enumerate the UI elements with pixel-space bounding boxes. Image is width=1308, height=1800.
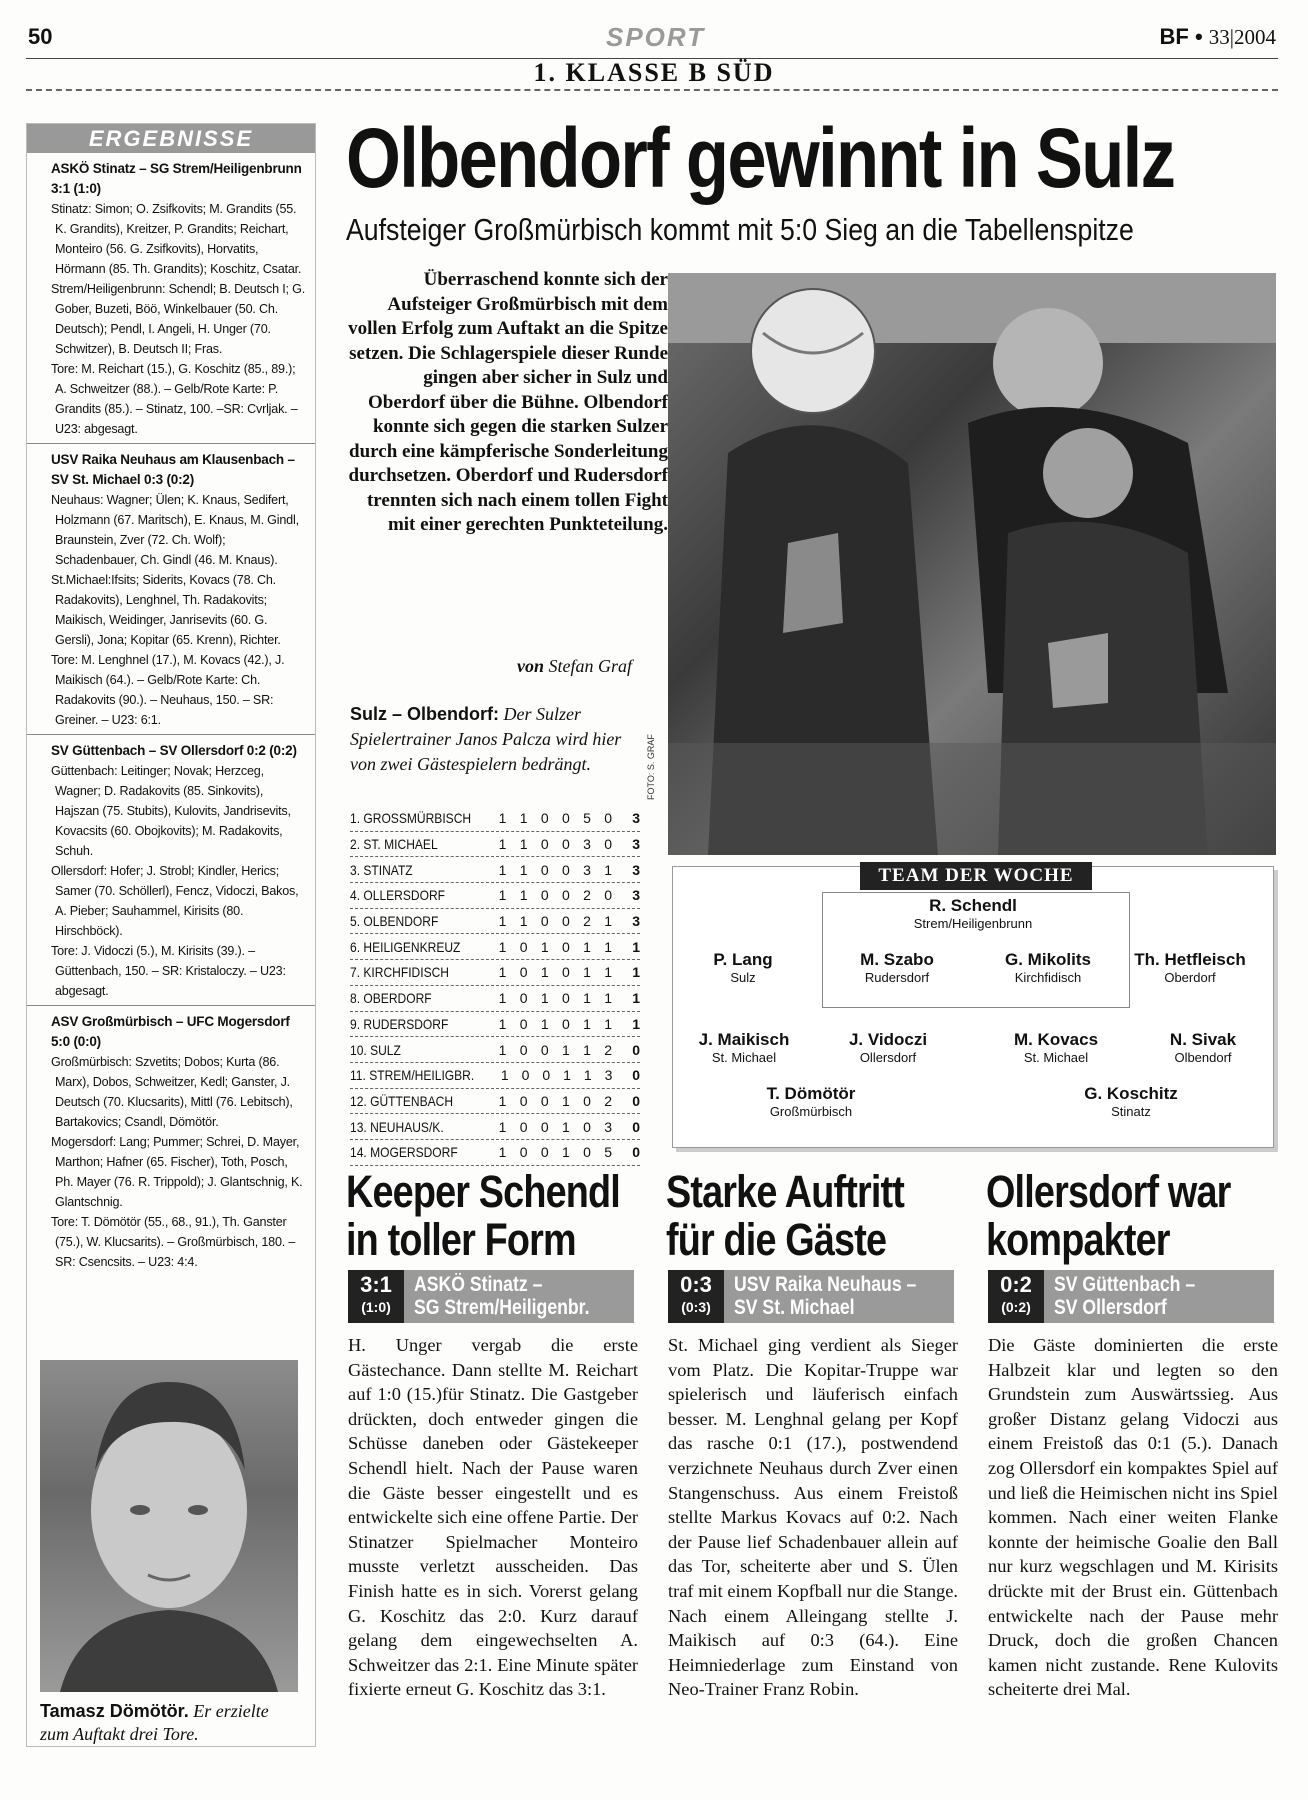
goals-for: 1 xyxy=(583,964,591,981)
wins: 1 xyxy=(519,836,528,853)
publication-name: BF xyxy=(1159,24,1189,49)
report-headline xyxy=(666,1168,904,1264)
player-club: St. Michael xyxy=(711,1050,777,1065)
match-title: ASV Großmürbisch – UFC Mogersdorf 5:0 (0:0) xyxy=(51,1014,290,1049)
losses: 0 xyxy=(561,836,570,853)
wins: 0 xyxy=(519,1118,528,1135)
report-headline-line1: Starke Auftritt xyxy=(666,1166,905,1217)
losses: 0 xyxy=(561,938,570,955)
goals-against: 5 xyxy=(604,1144,612,1161)
match-goals: Tore: M. Lenghnel (17.), M. Kovacs (42.), J. Maikisch (64.). – Gelb/Rote Karte: Ch. Radakovits (90.). – Neuhaus, 150. – SR: Greiner. – U23: 6:1. xyxy=(51,653,285,727)
team-name: 2. ST. MICHAEL xyxy=(350,836,438,853)
player-club: Olbendorf xyxy=(1174,1050,1232,1065)
draws: 0 xyxy=(540,887,549,904)
games: 1 xyxy=(498,887,507,904)
issue-number: 33|2004 xyxy=(1208,25,1276,49)
games: 1 xyxy=(498,913,507,930)
dashed-rule xyxy=(26,89,1278,91)
player-club: Kirchfidisch xyxy=(1014,970,1082,985)
table-row xyxy=(350,986,640,1012)
team-name: 1. GROSSMÜRBISCH xyxy=(350,810,472,827)
points: 3 xyxy=(632,810,640,827)
games: 1 xyxy=(498,836,507,853)
player-club: Sulz xyxy=(730,970,756,985)
games: 1 xyxy=(500,1067,509,1084)
table-row xyxy=(350,934,640,960)
draws: 0 xyxy=(540,861,549,878)
player-card xyxy=(663,950,823,985)
subheadline: Aufsteiger Großmürbisch kommt mit 5:0 Sieg an die Tabellenspitze xyxy=(346,212,1134,247)
goals-against: 1 xyxy=(604,990,612,1007)
goals-for: 1 xyxy=(583,938,591,955)
table-row xyxy=(350,806,640,832)
match-title: USV Raika Neuhaus am Klausenbach – SV St. Michael 0:3 (0:2) xyxy=(51,452,295,487)
lineup-away: Ollersdorf: Hofer; J. Strobl; Kindler, Herics; Samer (70. Schöllerl), Fencz, Vidoczi, Bakos, A. Pieber; Sauhammel, Kirisits (80. Hirschböck). xyxy=(51,864,299,938)
wins: 0 xyxy=(519,1041,528,1058)
match-teams xyxy=(734,1273,916,1319)
home-team: USV Raika Neuhaus – xyxy=(734,1273,917,1296)
wins: 0 xyxy=(519,1092,528,1109)
draws: 1 xyxy=(540,964,549,981)
player-card xyxy=(1110,950,1270,985)
draws: 0 xyxy=(540,836,549,853)
player-name: J. Maikisch xyxy=(698,1030,790,1049)
report-headline xyxy=(346,1168,620,1264)
report-headline-line2: für die Gäste xyxy=(666,1214,887,1265)
player-card xyxy=(893,896,1053,931)
points: 0 xyxy=(632,1092,640,1109)
report-headline-line1: Keeper Schendl xyxy=(346,1166,620,1217)
player-name: M. Kovacs xyxy=(1013,1030,1099,1049)
byline xyxy=(342,656,632,677)
games: 1 xyxy=(498,990,507,1007)
team-name: 9. RUDERSDORF xyxy=(350,1015,449,1032)
player-name: Th. Hetfleisch xyxy=(1134,950,1246,969)
losses: 0 xyxy=(561,964,570,981)
match-teams xyxy=(414,1273,589,1319)
results-title: ERGEBNISSE xyxy=(27,124,315,153)
score-bar xyxy=(668,1270,954,1323)
goals-against: 1 xyxy=(604,1015,612,1032)
player-name: R. Schendl xyxy=(929,896,1017,915)
score-box xyxy=(668,1270,724,1323)
draws: 0 xyxy=(540,913,549,930)
match-result xyxy=(27,1006,315,1276)
table-row xyxy=(350,857,640,883)
goals-for: 1 xyxy=(583,990,591,1007)
player-club: Oberdorf xyxy=(1164,970,1216,985)
match-goals: Tore: J. Vidoczi (5.), M. Kirisits (39.). – Güttenbach, 150. – SR: Kristaloczy. – U23: abgesagt. xyxy=(51,944,286,998)
away-team: SG Strem/Heiligenbr. xyxy=(414,1296,590,1319)
team-name: 7. KIRCHFIDISCH xyxy=(350,964,450,981)
standings-table xyxy=(350,806,640,1166)
player-club: Rudersdorf xyxy=(864,970,930,985)
match-goals: Tore: T. Dömötör (55., 68., 91.), Th. Ganster (75.), W. Klucsarits). – Großmürbisch, 180. – SR: Csencsits. – U23: 4:4. xyxy=(51,1215,296,1269)
losses: 0 xyxy=(561,1015,570,1032)
draws: 1 xyxy=(540,938,549,955)
points: 0 xyxy=(632,1144,640,1161)
wins: 0 xyxy=(519,990,528,1007)
wins: 0 xyxy=(519,1015,528,1032)
photo-caption xyxy=(350,702,650,777)
player-card xyxy=(1051,1084,1211,1119)
player-card xyxy=(817,950,977,985)
photo-credit: FOTO: S. GRAF xyxy=(646,734,656,800)
match-teams xyxy=(1054,1273,1195,1319)
score-box xyxy=(348,1270,404,1323)
wins: 0 xyxy=(519,1144,528,1161)
losses: 0 xyxy=(561,913,570,930)
photo-caption-text: Der Sulzer Spielertrainer Janos Palcza wird hier von zwei Gästespielern bedrängt. xyxy=(350,704,622,774)
games: 1 xyxy=(498,1092,507,1109)
points: 3 xyxy=(632,887,640,904)
games: 1 xyxy=(498,1144,507,1161)
points: 1 xyxy=(632,938,640,955)
table-row xyxy=(350,1037,640,1063)
wins: 0 xyxy=(519,938,528,955)
player-name: J. Vidoczi xyxy=(848,1030,928,1049)
goals-against: 1 xyxy=(604,964,612,981)
player-name: G. Mikolits xyxy=(1005,950,1091,969)
player-card xyxy=(664,1030,824,1065)
home-team: SV Güttenbach – xyxy=(1054,1273,1196,1296)
games: 1 xyxy=(498,1118,507,1135)
wins: 0 xyxy=(519,964,528,981)
losses: 1 xyxy=(561,1092,570,1109)
portrait-caption xyxy=(40,1700,298,1746)
wins: 1 xyxy=(519,887,528,904)
lineup-away: Strem/Heiligenbrunn: Schendl; B. Deutsch I; G. Gober, Buzeti, Böö, Winkelbauer (50. Ch. Deutsch); Pendl, I. Angeli, H. Unger (70. Schwitzer), B. Deutsch II; Fras. xyxy=(51,282,305,356)
games: 1 xyxy=(498,810,507,827)
table-row xyxy=(350,1114,640,1140)
player-name: P. Lang xyxy=(713,950,773,969)
goals-against: 1 xyxy=(604,938,612,955)
player-club: Großmürbisch xyxy=(769,1104,853,1119)
goals-for: 5 xyxy=(583,810,591,827)
losses: 0 xyxy=(561,861,570,878)
main-headline: Olbendorf gewinnt in Sulz xyxy=(346,111,1175,205)
report-headline-line2: kompakter xyxy=(986,1214,1170,1265)
report-headline-line1: Ollersdorf war xyxy=(986,1166,1231,1217)
table-row xyxy=(350,909,640,935)
player-club: Ollersdorf xyxy=(859,1050,917,1065)
goals-against: 1 xyxy=(604,861,612,878)
match-result xyxy=(27,444,315,735)
draws: 0 xyxy=(540,1118,549,1135)
team-name: 5. OLBENDORF xyxy=(350,913,439,930)
table-row xyxy=(350,832,640,858)
games: 1 xyxy=(498,1015,507,1032)
player-club: Strem/Heiligenbrunn xyxy=(913,916,1033,931)
lead-paragraph: Überraschend konnte sich der Aufsteiger Großmürbisch mit dem vollen Erfolg zum Auftakt an die Spitze setzen. Die Schlagerspiele dieser Runde gingen aber sicher in Sulz und Oberdorf über die Bühne. Olbendorf konnte sich gegen die starken Sulzer durch eine kämpferische Sonderleitung durchsetzen. Oberdorf und Rudersdorf trennten sich nach einem tollen Fight mit einer gerechten Punkteteilung. xyxy=(348,269,668,535)
match-action-photo xyxy=(668,273,1276,855)
games: 1 xyxy=(498,964,507,981)
half-time-score: (0:3) xyxy=(681,1299,711,1315)
team-name: 11. STREM/HEILIGBR. xyxy=(350,1067,475,1084)
points: 3 xyxy=(632,861,640,878)
goals-against: 1 xyxy=(604,913,612,930)
match-result xyxy=(27,735,315,1006)
player-card xyxy=(976,1030,1136,1065)
points: 3 xyxy=(632,836,640,853)
goals-against: 3 xyxy=(604,1067,613,1084)
portrait-illustration xyxy=(40,1360,298,1692)
draws: 0 xyxy=(540,1041,549,1058)
wins: 0 xyxy=(521,1067,530,1084)
draws: 0 xyxy=(540,810,549,827)
goals-for: 0 xyxy=(583,1092,591,1109)
match-goals: Tore: M. Reichart (15.), G. Koschitz (85., 89.); A. Schweitzer (88.). – Gelb/Rote Karte: P. Grandits (85.). – Stinatz, 100. –SR: Cvrljak. – U23: abgesagt. xyxy=(51,362,298,436)
table-row xyxy=(350,1063,640,1089)
draws: 0 xyxy=(542,1067,551,1084)
final-score: 0:3 xyxy=(680,1272,712,1297)
lineup-away: Mogersdorf: Lang; Pummer; Schrei, D. Mayer, Marthon; Hafner (65. Fischer), Toth, Posch, Ph. Mayer (76. R. Trippold); J. Glantschnig, K. Glantschnig. xyxy=(51,1135,303,1209)
games: 1 xyxy=(498,1041,507,1058)
points: 0 xyxy=(632,1067,641,1084)
player-name: M. Szabo xyxy=(860,950,934,969)
match-title: ASKÖ Stinatz – SG Strem/Heiligenbrunn 3:1 (1:0) xyxy=(51,161,302,196)
losses: 0 xyxy=(561,887,570,904)
team-name: 3. STINATZ xyxy=(350,861,413,878)
caption-text: Er erzielte zum Auftakt drei Tore. xyxy=(40,1701,269,1744)
score-bar xyxy=(988,1270,1274,1323)
player-club: Stinatz xyxy=(1111,1104,1151,1119)
points: 3 xyxy=(632,913,640,930)
report-body: Die Gäste dominierten die erste Halbzeit klar und legten so den Grundstein zum Auswärtssieg. Aus großer Distanz gelang Vidoczi aus einem Freistoß das 0:1 (5.). Danach zog Ollersdorf ein kompaktes Spiel auf und ließ die Heimischen nicht ins Spiel kommen. Nach einer weiten Flanke konnte der heimische Goalie den Ball nur kurz wegschlagen und M. Kirisits drückte mit der Brust ein. Güttenbach entwickelte nach der Pause mehr Druck, doch die großen Chancen kamen nicht zustande. Rene Kulovits scheiterte drei Mal. xyxy=(988,1335,1278,1700)
team-name: 10. SULZ xyxy=(350,1041,401,1058)
away-team: SV St. Michael xyxy=(734,1296,855,1319)
draws: 0 xyxy=(540,1144,549,1161)
team-name: 14. MOGERSDORF xyxy=(350,1144,458,1161)
player-card xyxy=(731,1084,891,1119)
points: 1 xyxy=(632,1015,640,1032)
lineup-home: Güttenbach: Leitinger; Novak; Herzceg, Wagner; D. Radakovits (85. Sinkovits), Hajszan (75. Stubits), Kulovits, Jandrisevits, Kovacsits (60. Obojkovits); M. Radakovits, Schuh. xyxy=(51,764,291,858)
section-label: SPORT xyxy=(606,22,706,52)
away-team: SV Ollersdorf xyxy=(1054,1296,1167,1319)
goals-for: 1 xyxy=(583,1041,591,1058)
table-row xyxy=(350,1089,640,1115)
final-score: 3:1 xyxy=(360,1272,392,1297)
points: 1 xyxy=(632,964,640,981)
table-row xyxy=(350,960,640,986)
goals-against: 3 xyxy=(604,1118,612,1135)
caption-name: Tamasz Dömötör. xyxy=(40,1701,189,1721)
goals-for: 0 xyxy=(583,1118,591,1135)
games: 1 xyxy=(498,861,507,878)
player-name: T. Dömötör xyxy=(766,1084,856,1103)
team-name: 12. GÜTTENBACH xyxy=(350,1092,454,1109)
points: 1 xyxy=(632,990,640,1007)
losses: 1 xyxy=(561,1118,570,1135)
team-name: 4. OLLERSDORF xyxy=(350,887,446,904)
goals-for: 2 xyxy=(583,887,591,904)
player-card xyxy=(808,1030,968,1065)
goals-against: 2 xyxy=(604,1092,612,1109)
team-name: 13. NEUHAUS/K. xyxy=(350,1118,444,1135)
table-row xyxy=(350,883,640,909)
goals-for: 1 xyxy=(583,1015,591,1032)
table-row xyxy=(350,1140,640,1166)
goals-for: 3 xyxy=(583,861,591,878)
action-illustration xyxy=(668,273,1276,855)
games: 1 xyxy=(498,938,507,955)
report-headline-line2: in toller Form xyxy=(346,1214,576,1265)
goals-against: 0 xyxy=(604,836,612,853)
league-title: 1. KLASSE B SÜD xyxy=(533,58,775,87)
match-result xyxy=(27,153,315,444)
goals-for: 1 xyxy=(583,1067,592,1084)
player-club: St. Michael xyxy=(1023,1050,1089,1065)
draws: 1 xyxy=(540,1015,549,1032)
goals-against: 2 xyxy=(604,1041,612,1058)
table-row xyxy=(350,1012,640,1038)
team-of-week-title: TEAM DER WOCHE xyxy=(860,862,1092,890)
home-team: ASKÖ Stinatz – xyxy=(414,1273,543,1296)
wins: 1 xyxy=(519,810,528,827)
player-portrait-photo xyxy=(40,1360,298,1692)
points: 0 xyxy=(632,1041,640,1058)
points: 0 xyxy=(632,1118,640,1135)
player-name: G. Koschitz xyxy=(1084,1084,1178,1103)
byline-author: Stefan Graf xyxy=(548,656,632,676)
report-body: St. Michael ging verdient als Sieger vom Platz. Die Kopitar-Truppe war spielerisch und läuferisch einfach besser. M. Lenghnal gelang per Kopf das rasche 0:1 (17.), postwendend verzichnete Neuhaus durch Zver einen Stangenschuss. Aus einem Freistoß stellte Markus Kovacs auf 0:2. Nach der Pause lief Schadenbauer allein auf das Tor, scheiterte aber und S. Ülen traf mit einem Kopfball nur die Stange. Nach einem Alleingang stellte J. Maikisch auf 0:3 (64.). Eine Heimniederlage zum Einstand von Neo-Trainer Franz Robin. xyxy=(668,1335,958,1700)
lineup-home: Stinatz: Simon; O. Zsifkovits; M. Grandits (55. K. Grandits), Kreitzer, P. Grandits; Reichart, Monteiro (56. G. Zsifkovits), Horvatits, Hörmann (85. Th. Grandits); Koschitz, Csatar. xyxy=(51,202,302,276)
player-card xyxy=(968,950,1128,985)
match-title: SV Güttenbach – SV Ollersdorf 0:2 (0:2) xyxy=(51,743,297,758)
publication-info xyxy=(1160,24,1277,50)
losses: 1 xyxy=(563,1067,571,1084)
score-box xyxy=(988,1270,1044,1323)
page-number: 50 xyxy=(28,24,53,49)
goals-for: 0 xyxy=(583,1144,591,1161)
lineup-home: Großmürbisch: Szvetits; Dobos; Kurta (86. Marx), Dobos, Schweitzer, Kedl; Ganster, J. Deutsch (70. Klucsarits), Mittl (76. Lebitsch), Bartakovics; Csandl, Dömötör. xyxy=(51,1055,293,1129)
team-name: 6. HEILIGENKREUZ xyxy=(350,938,461,955)
player-card xyxy=(1123,1030,1283,1065)
goals-against: 0 xyxy=(604,887,612,904)
lineup-home: Neuhaus: Wagner; Ülen; K. Knaus, Sedifert, Holzmann (67. Maritsch), E. Knaus, M. Gindl, Braunstein, Zver (72. Ch. Wolf); Schadenbauer, Ch. Gindl (46. M. Knaus). xyxy=(51,493,299,567)
goals-for: 2 xyxy=(583,913,591,930)
draws: 1 xyxy=(540,990,549,1007)
losses: 1 xyxy=(561,1041,570,1058)
player-name: N. Sivak xyxy=(1169,1030,1237,1049)
lineup-away: St.Michael:Ifsits; Siderits, Kovacs (78. Ch. Radakovits), Lenghnel, Th. Radakovits; Maikisch, Weidinger, Janrisevits (60. G. Gersli), Jona; Kopitar (65. Krenn), Richter. xyxy=(51,573,281,647)
half-time-score: (1:0) xyxy=(361,1299,391,1315)
wins: 1 xyxy=(519,913,528,930)
report-headline xyxy=(986,1168,1231,1264)
losses: 0 xyxy=(561,990,570,1007)
byline-prefix: von xyxy=(517,656,544,676)
losses: 1 xyxy=(561,1144,570,1161)
final-score: 0:2 xyxy=(1000,1272,1032,1297)
report-body: H. Unger vergab die erste Gästechance. Dann stellte M. Reichart auf 1:0 (15.)für Stinatz. Die Gastgeber drückten, doch entweder gingen die Schüsse daneben oder Gästekeeper Schendl hielt. Nach der Pause waren die Gäste besser eingestellt und es entwickelte sich eine offene Partie. Der Stinatzer Spielmacher Monteiro musste verletzt ausscheiden. Das Finish hatte es in sich. Vorerst gelang G. Koschitz das 2:0. Kurz darauf gelang dem eingewechselten A. Schweitzer das 2:1. Eine Minute später fixierte erneut G. Koschitz das 3:1. xyxy=(348,1335,638,1700)
losses: 0 xyxy=(561,810,570,827)
photo-caption-title: Sulz – Olbendorf: xyxy=(350,704,500,724)
team-name: 8. OBERDORF xyxy=(350,990,432,1007)
half-time-score: (0:2) xyxy=(1001,1299,1031,1315)
score-bar xyxy=(348,1270,634,1323)
publication-separator: • xyxy=(1194,24,1203,49)
wins: 1 xyxy=(519,861,528,878)
draws: 0 xyxy=(540,1092,549,1109)
goals-for: 3 xyxy=(583,836,591,853)
goals-against: 0 xyxy=(604,810,612,827)
